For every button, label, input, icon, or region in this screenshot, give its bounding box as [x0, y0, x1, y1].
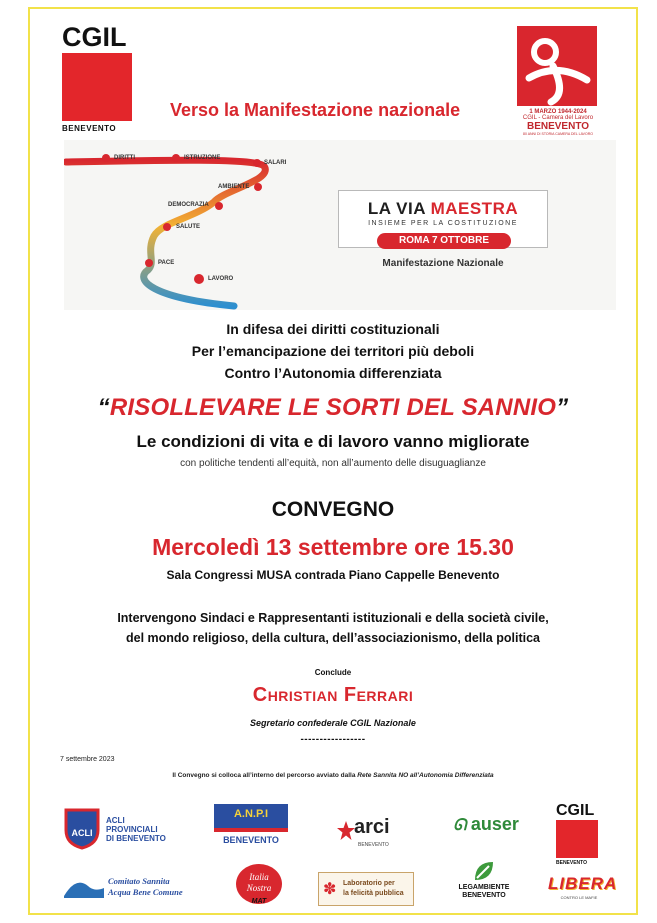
auser-swirl-icon: ᘏ: [453, 817, 467, 834]
acli-text: [106, 816, 166, 843]
document-date: 7 settembre 2023: [60, 756, 115, 763]
italia-nostra-logo: [232, 864, 286, 914]
subnote: con politiche tendenti all’equità, non all’aumento delle disuguaglianze: [180, 458, 486, 469]
acli-line1: ACLI: [106, 816, 125, 825]
slogan-open-quote: “: [97, 394, 110, 421]
via-maestra-subtitle: INSIEME PER LA COSTITUZIONE: [368, 220, 518, 227]
pin-icon: [163, 223, 171, 231]
speakers-line: del mondo religioso, della cultura, dell’associazionismo, della politica: [126, 631, 540, 645]
laboratorio-line2: la felicità pubblica: [343, 890, 404, 897]
people-icon: ✽: [323, 881, 337, 898]
header-title: Verso la Manifestazione nazionale: [170, 100, 461, 120]
acli-line3: DI BENEVENTO: [106, 834, 166, 843]
via-maestra-date: ROMA 7 OTTOBRE: [377, 233, 511, 249]
comitato-logo: [62, 870, 194, 906]
intro-line: Per l’emancipazione dei territori più deboli: [191, 343, 475, 359]
legambiente-line2: BENEVENTO: [462, 892, 506, 899]
italia-nostra-sub: MAT: [251, 898, 267, 905]
slogan: [28, 394, 638, 422]
speaker-role: Segretario confederale CGIL Nazionale: [250, 718, 416, 728]
cgil-logo-city: BENEVENTO: [62, 124, 117, 133]
cgil-footer-square: [556, 820, 598, 858]
laboratorio-logo: [318, 872, 414, 906]
speaker-name: Christian Ferrari: [252, 684, 414, 706]
intro-line: In difesa dei diritti costituzionali: [226, 321, 440, 337]
italia-nostra-line2: Nostra: [246, 883, 272, 893]
anniversary-line4: 80 ANNI DI STORIA CAMERA DEL LAVORO: [523, 132, 593, 136]
subheading: Le condizioni di vita e di lavoro vanno migliorate: [136, 432, 530, 451]
arci-logo: [336, 812, 406, 856]
comitato-line1: Comitato Sannita: [108, 876, 170, 886]
auser-logo: [446, 814, 526, 844]
arci-city: BENEVENTO: [358, 842, 389, 848]
libera-logo: [548, 874, 618, 908]
pin-icon: [254, 183, 262, 191]
svg-text:ACLI: ACLI: [71, 828, 93, 838]
road-label-salari: SALARI: [264, 160, 287, 166]
arci-star-icon: [336, 820, 356, 842]
via-maestra-title: [339, 199, 547, 219]
via-title-part1: LA VIA: [367, 199, 431, 218]
intro-block: [28, 318, 638, 384]
cgil-footer-city: BENEVENTO: [556, 860, 588, 866]
anpi-logo: [214, 804, 288, 854]
cgil-footer-word: CGIL: [556, 802, 595, 819]
legambiente-logo: [448, 858, 520, 908]
event-type: CONVEGNO: [271, 498, 395, 521]
leaf-icon: [471, 858, 497, 884]
speakers-line: Intervengono Sindaci e Rappresentanti istituzionali e della società civile,: [117, 611, 549, 625]
laboratorio-line1: Laboratorio per: [343, 880, 395, 887]
road-label-pace: PACE: [158, 260, 175, 266]
road-label-diritti: DIRITTI: [114, 155, 135, 161]
acli-line2: PROVINCIALI: [106, 825, 158, 834]
separator-dashes: -----------------: [300, 734, 366, 745]
road-label-lavoro: LAVORO: [208, 276, 234, 282]
anniversary-line3: BENEVENTO: [526, 121, 590, 132]
via-title-part2: MAESTRA: [430, 199, 519, 218]
italia-nostra-line1: Italia: [249, 872, 269, 882]
anniversary-logo: [517, 26, 599, 136]
pin-icon: [102, 154, 110, 162]
event-venue: Sala Congressi MUSA contrada Piano Cappelle Benevento: [166, 568, 500, 582]
anniversary-line2: CGIL - Camera del Lavoro: [522, 115, 594, 121]
footnote-text: Il Convegno si colloca all’interno del percorso avviato dalla: [172, 772, 358, 779]
cgil-logo-word: CGIL: [62, 22, 127, 52]
auser-name: auser: [470, 814, 519, 834]
intro-line: Contro l’Autonomia differenziata: [224, 365, 442, 381]
cgil-footer-logo: [556, 802, 604, 868]
arci-name: arci: [354, 816, 390, 838]
footnote: [28, 772, 638, 779]
cgil-logo: [62, 24, 144, 133]
via-maestra-box: [338, 190, 548, 248]
acli-logo: [62, 804, 182, 854]
libera-name: LIBERA: [548, 874, 618, 893]
speakers-block: [28, 608, 638, 648]
libera-sub: CONTRO LE MAFIE: [560, 895, 598, 900]
anniversary-logo-mark: [517, 26, 597, 106]
comitato-text: [108, 876, 183, 898]
laboratorio-text: [343, 879, 404, 899]
pin-icon: [172, 154, 180, 162]
pin-icon: [215, 202, 223, 210]
pin-icon: [253, 159, 261, 167]
wave-icon: [62, 874, 106, 900]
comitato-line2: Acqua Bene Comune: [108, 887, 183, 897]
road-label-ambiente: AMBIENTE: [218, 184, 250, 190]
pin-icon: [145, 259, 153, 267]
slogan-close-quote: ”: [556, 394, 569, 421]
anniversary-line1: 1 MARZO 1944-2024: [529, 109, 587, 115]
road-label-democrazia: DEMOCRAZIA: [168, 202, 209, 208]
cgil-logo-square: [62, 53, 132, 121]
pin-icon: [194, 274, 204, 284]
concludes-label: Conclude: [314, 668, 352, 677]
slogan-text: RISOLLEVARE LE SORTI DEL SANNIO: [109, 394, 557, 421]
legambiente-line1: LEGAMBIENTE: [458, 884, 510, 891]
anpi-name: A.N.P.I: [214, 804, 288, 832]
footnote-italic: Rete Sannita NO all’Autonomia Differenziata: [357, 772, 494, 779]
road-label-istruzione: ISTRUZIONE: [184, 155, 221, 161]
acli-shield-icon: [62, 806, 102, 850]
via-maestra-caption: Manifestazione Nazionale: [382, 258, 504, 269]
anpi-city: BENEVENTO: [223, 835, 279, 845]
road-label-salute: SALUTE: [176, 224, 200, 230]
event-date-time: Mercoledì 13 settembre ore 15.30: [152, 534, 514, 560]
